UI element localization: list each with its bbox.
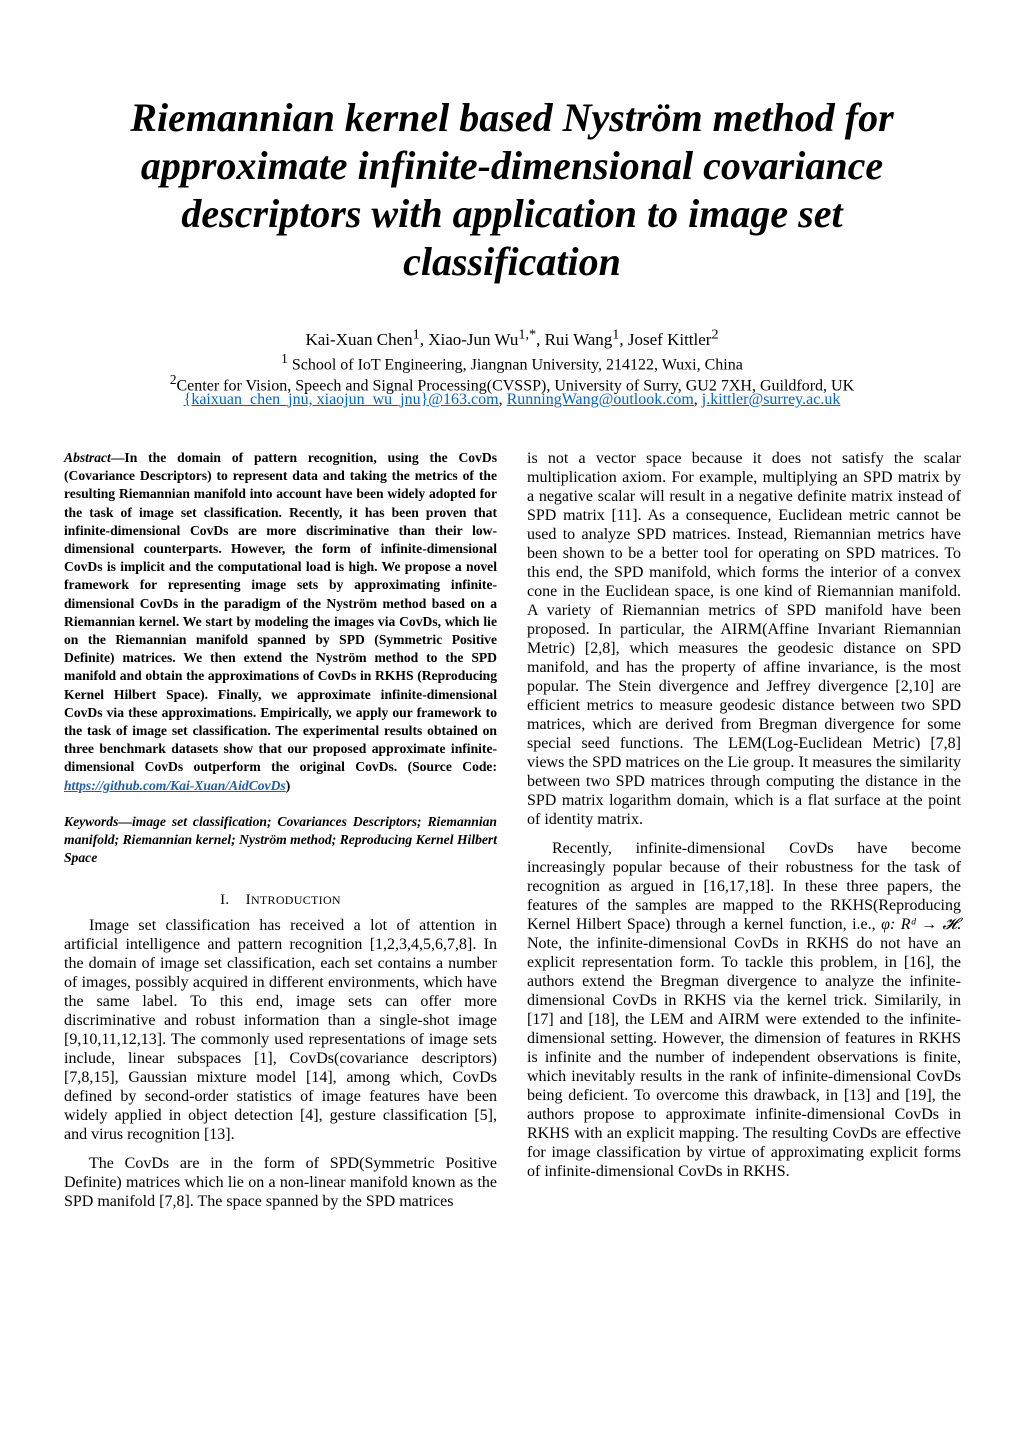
email-link-kittler[interactable]: j.kittler@surrey.ac.uk	[701, 391, 841, 408]
author: Kai-Xuan Chen$^1$,	[305, 326, 429, 349]
section-heading-introduction: I. INTRODUCTION	[220, 892, 341, 909]
paper-title: Riemannian kernel based Nyström method for approximate infinite-dimensional covariance descriptors with application to image set classification	[130, 95, 894, 284]
paragraph: Image set classification has received a lot of attention in artificial intelligence and pattern recognition [1,2,3,4,5,6,7,8]. In the domain of image set classification, each set contains a number of images, possibly acquired in different environments, which have the same label. To this end, image sets can offer more discriminative and robust information than a single-shot image [9,10,11,12,13]. The commonly used representations of image sets include, linear subspaces [1], CovDs(covariance descriptors) [7,8,15], Gaussian mixture model [14], among which, CovDs defined by second-order statistics of image features have been widely applied in object detection [4], gesture classification [5], and virus recognition [13].	[64, 917, 497, 1144]
author-list	[62, 323, 962, 351]
source-code-link[interactable]: https://github.com/Kai-Xuan/AidCovDs	[64, 777, 286, 793]
abstract: Abstract—In the domain of pattern recognition, using the CovDs (Covariance Descriptors) to represent data and taking the metrics of the resulting Riemannian manifold into account have been widely adopted for the task of image set classification. Recently, it has been proven that infinite-dimensional CovDs are more discriminative than their low-dimensional counterparts. However, the form of infinite-dimensional CovDs is implicit and the computational load is high. We propose a novel framework for representing image sets by approximating infinite-dimensional CovDs in the paradigm of the Nyström method based on a Riemannian kernel. We start by modeling the images via CovDs, which lie on the Riemannian manifold spanned by SPD (Symmetric Positive Definite) matrices. We then extend the Nyström method to the SPD manifold and obtain the approximations of CovDs in RKHS (Reproducing Kernel Hilbert Space). Finally, we approximate infinite-dimensional CovDs via these approximations. Empirically, we apply our framework to the task of image set classification. The experimental results obtained on three benchmark datasets show that our proposed approximate infinite-dimensional CovDs outperform the original CovDs. (Source Code: https://github.com/Kai-Xuan/AidCovDs)	[64, 450, 497, 793]
abstract-text: In the domain of pattern recognition, using the CovDs (Covariance Descriptors) to represent data and taking the metrics of the resulting Riemannian manifold into account have been widely adopted for the task of image set classification. Recently, it has been proven that infinite-dimensional CovDs are more discriminative than their low-dimensional counterparts. However, the form of infinite-dimensional CovDs is implicit and the computational load is high. We propose a novel framework for representing image sets by approximating infinite-dimensional CovDs in the paradigm of the Nyström method based on a Riemannian kernel. We start by modeling the images via CovDs, which lie on the Riemannian manifold spanned by SPD (Symmetric Positive Definite) matrices. We then extend the Nyström method to the SPD manifold and obtain the approximations of CovDs in RKHS (Reproducing Kernel Hilbert Space). Finally, we approximate infinite-dimensional CovDs via these approximations. Empirically, we apply our framework to the task of image set classification. The experimental results obtained on three benchmark datasets show that our proposed approximate infinite-dimensional CovDs outperform the original CovDs.	[64, 450, 497, 775]
author: Josef Kittler$^2$	[627, 326, 719, 349]
paragraph: Recently, infinite-dimensional CovDs have become increasingly popular because of their robustness for the task of recognition as argued in [16,17,18]. In these three papers, the features of the samples are mapped to the RKHS(Reproducing Kernel Hilbert Space) through a kernel function, i.e., φ: Rᵈ → 𝓗. Note, the infinite-dimensional CovDs in RKHS do not have an explicit representation form. To tackle this problem, in [16], the authors extend the Bregman divergence to analyze the infinite-dimensional CovDs in RKHS via the kernel trick. Similarily, in [17] and [18], the LEM and AIRM were extended to the infinite-dimensional setting. However, the dimension of features in RKHS is infinite and the number of independent observations is finite, which inevitably results in the rank of infinite-dimensional CovDs being deficient. To overcome this drawback, in [13] and [19], the authors propose to approximate infinite-dimensional CovDs in RKHS with an explicit mapping. The resulting CovDs are effective for image classification by virtue of approximating explicit forms of infinite-dimensional CovDs in RKHS.	[527, 840, 961, 1180]
abstract-label: Abstract	[64, 450, 111, 465]
keywords: Keywords—image set classification; Covariances Descriptors; Riemannian manifold; Riemannian kernel; Nyström method; Reproducing Kernel Hilbert Space	[64, 813, 497, 866]
right-column	[527, 449, 961, 1181]
email-link-wang[interactable]: RunningWang@outlook.com	[506, 391, 694, 408]
left-column	[64, 449, 497, 1211]
kernel-map-formula: φ: Rᵈ → 𝓗	[881, 916, 957, 933]
email-link-jiangnan[interactable]: {kaixuan_chen_jnu, xiaojun_wu_jnu}@163.com	[183, 391, 499, 408]
author: Rui Wang$^1$,	[544, 326, 628, 349]
author: Xiao-Jun $Wu^{1,*}$,	[428, 326, 545, 349]
author-emails: {kaixuan_chen_jnu, xiaojun_wu_jnu}@163.com, RunningWang@outlook.com, j.kittler@surrey.ac.uk	[183, 391, 841, 408]
paragraph: is not a vector space because it does not satisfy the scalar multiplication axiom. For example, multiplying an SPD matrix by a negative scalar will result in a negative definite matrix instead of SPD matrix [11]. As a consequence, Euclidean metric cannot be used to analyze SPD matrices. Instead, Riemannian metrics have been shown to be a better tool for operating on SPD matrices. To this end, the SPD manifold, which forms the interior of a convex cone in the Euclidean space, is one kind of Riemannian manifold. A variety of Riemannian metrics of SPD manifold have been proposed. In particular, the AIRM(Affine Invariant Riemannian Metric) [2,8], which measures the geodesic distance on SPD manifold, and has the property of affine invariance, is the most popular. The Stein divergence and Jeffrey divergence [2,10] are efficient metrics to measure geodesic distance between two SPD matrices, which are derived from Bregman divergence for some special seed functions. The LEM(Log-Euclidean Metric) [7,8] views the SPD matrices on the Lie group. It measures the similarity between two SPD matrices through computing the distance in the SPD matrix logarithm domain, which is a flat surface at the point of identity matrix.	[527, 450, 961, 828]
affiliation: $^1$ School of IoT Engineering, Jiangnan University, 214122, Wuxi, China	[281, 351, 743, 374]
affiliation: $^2$Center for Vision, Speech and Signal Processing(CVSSP), University of Surry, GU2 7XH, Guildford, UK	[169, 372, 855, 395]
paragraph: The CovDs are in the form of SPD(Symmetric Positive Definite) matrices which lie on a non-linear manifold known as the SPD manifold [7,8]. The space spanned by the SPD matrices	[64, 1155, 497, 1211]
